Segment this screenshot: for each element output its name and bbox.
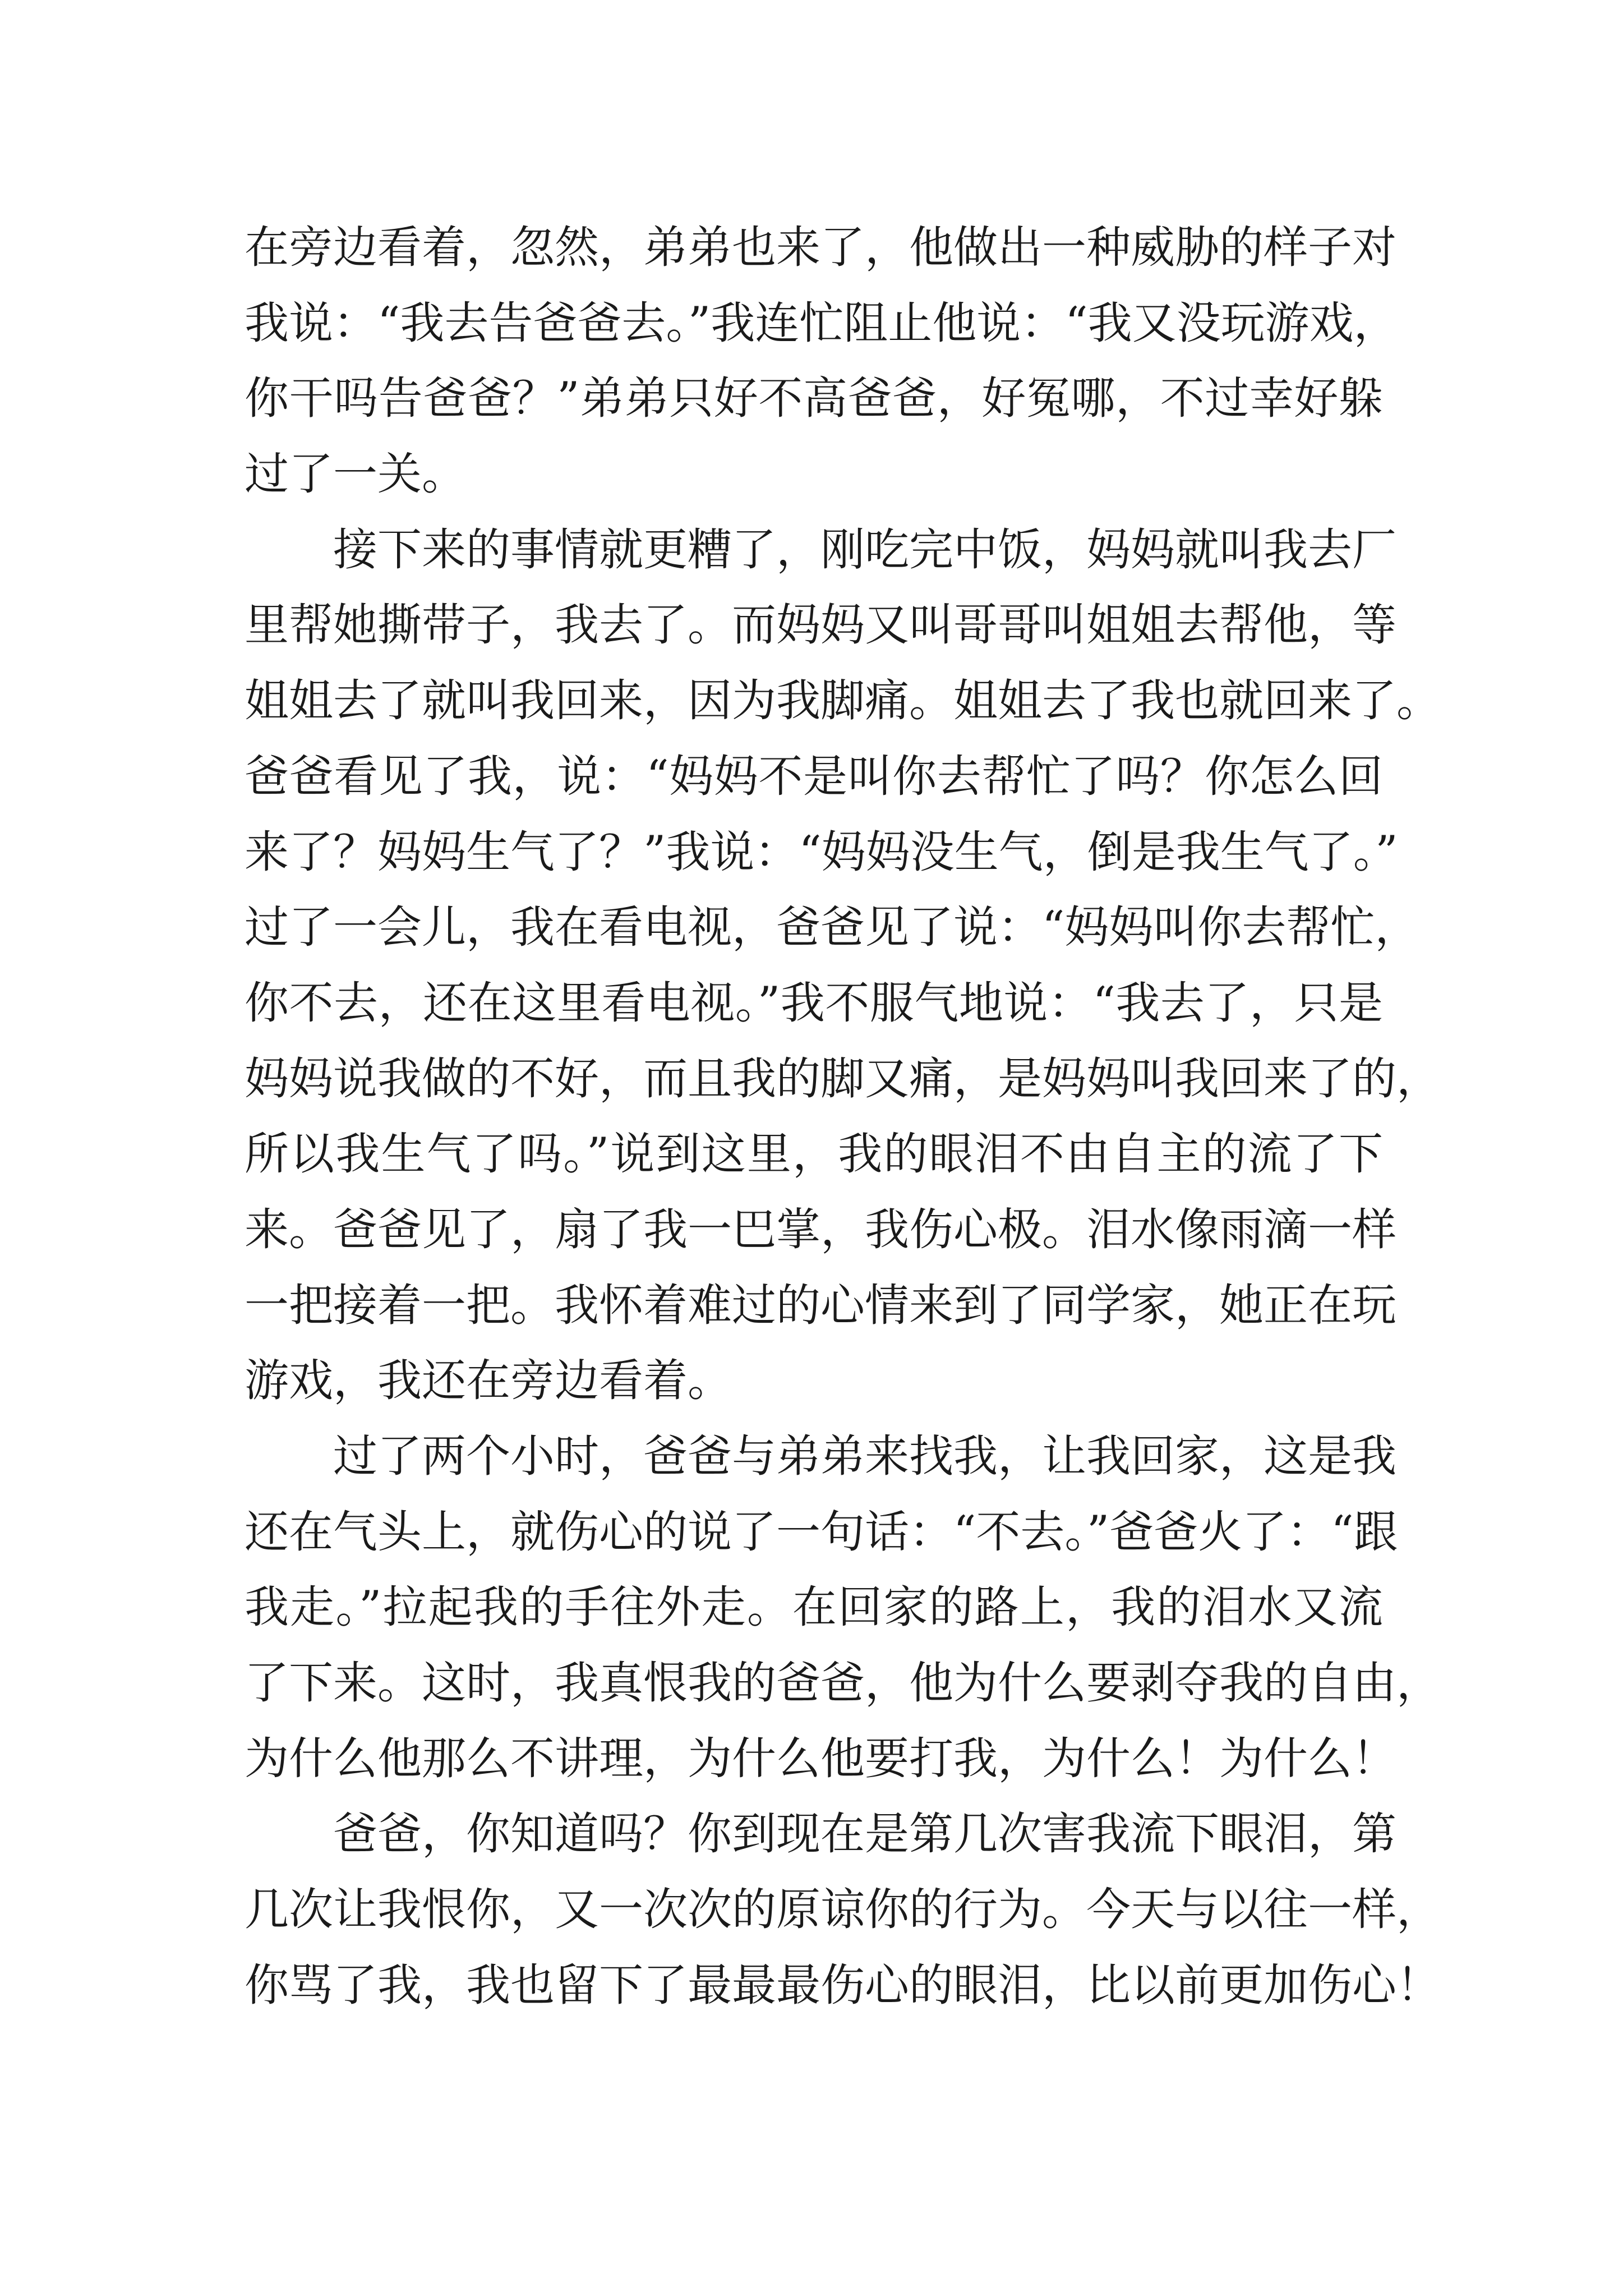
text-line: 了下来。这时，我真恨我的爸爸，他为什么要剥夺我的自由，: [245, 1657, 1441, 1709]
text-line: 接下来的事情就更糟了，刚吃完中饭，妈妈就叫我去厂: [333, 523, 1396, 576]
text-line: 我走。”拉起我的手往外走。在回家的路上，我的泪水又流: [245, 1581, 1383, 1634]
text-line: 几次让我恨你，又一次次的原谅你的行为。今天与以往一样，: [245, 1884, 1441, 1936]
text-line: 我说：“我去告爸爸去。”我连忙阻止他说：“我又没玩游戏，: [245, 297, 1398, 349]
text-line: 还在气头上，就伤心的说了一句话：“不去。”爸爸火了：“跟: [245, 1506, 1398, 1558]
text-line: 一把接着一把。我怀着难过的心情来到了同学家，她正在玩: [245, 1279, 1396, 1331]
body-text: [245, 210, 1441, 2023]
text-line: 爸爸看见了我，说：“妈妈不是叫你去帮忙了吗？你怎么回: [245, 750, 1383, 802]
text-line: 在旁边看着，忽然，弟弟也来了，他做出一种威胁的样子对: [245, 222, 1396, 273]
text-line: 爸爸，你知道吗？你到现在是第几次害我流下眼泪，第: [333, 1808, 1396, 1860]
text-line: 妈妈说我做的不好，而且我的脚又痛，是妈妈叫我回来了的，: [245, 1052, 1441, 1105]
text-line: 你干吗告爸爸？”弟弟只好不高爸爸，好冤哪，不过幸好躲: [245, 372, 1383, 425]
text-line: 里帮她撕带子，我去了。而妈妈又叫哥哥叫姐姐去帮他，等: [245, 599, 1396, 651]
text-line: 游戏，我还在旁边看着。: [245, 1355, 732, 1407]
text-line: 你不去，还在这里看电视。”我不服气地说：“我去了，只是: [245, 977, 1383, 1029]
text-line: 所以我生气了吗。”说到这里，我的眼泪不由自主的流了下: [245, 1128, 1383, 1180]
text-line: 你骂了我，我也留下了最最最伤心的眼泪，比以前更加伤心！: [245, 1959, 1441, 2011]
text-line: 为什么他那么不讲理，为什么他要打我，为什么！为什么！: [245, 1732, 1396, 1784]
text-line: 来了？妈妈生气了？”我说：“妈妈没生气，倒是我生气了。”: [245, 826, 1398, 878]
text-line: 过了一关。: [245, 448, 466, 500]
text-line: 姐姐去了就叫我回来，因为我脚痛。姐姐去了我也就回来了。: [245, 675, 1441, 727]
text-line: 过了两个小时，爸爸与弟弟来找我，让我回家，这是我: [333, 1430, 1396, 1482]
text-line: 来。爸爸见了，扇了我一巴掌，我伤心极。泪水像雨滴一样: [245, 1203, 1396, 1255]
text-line: 过了一会儿，我在看电视，爸爸见了说：“妈妈叫你去帮忙，: [245, 901, 1419, 954]
